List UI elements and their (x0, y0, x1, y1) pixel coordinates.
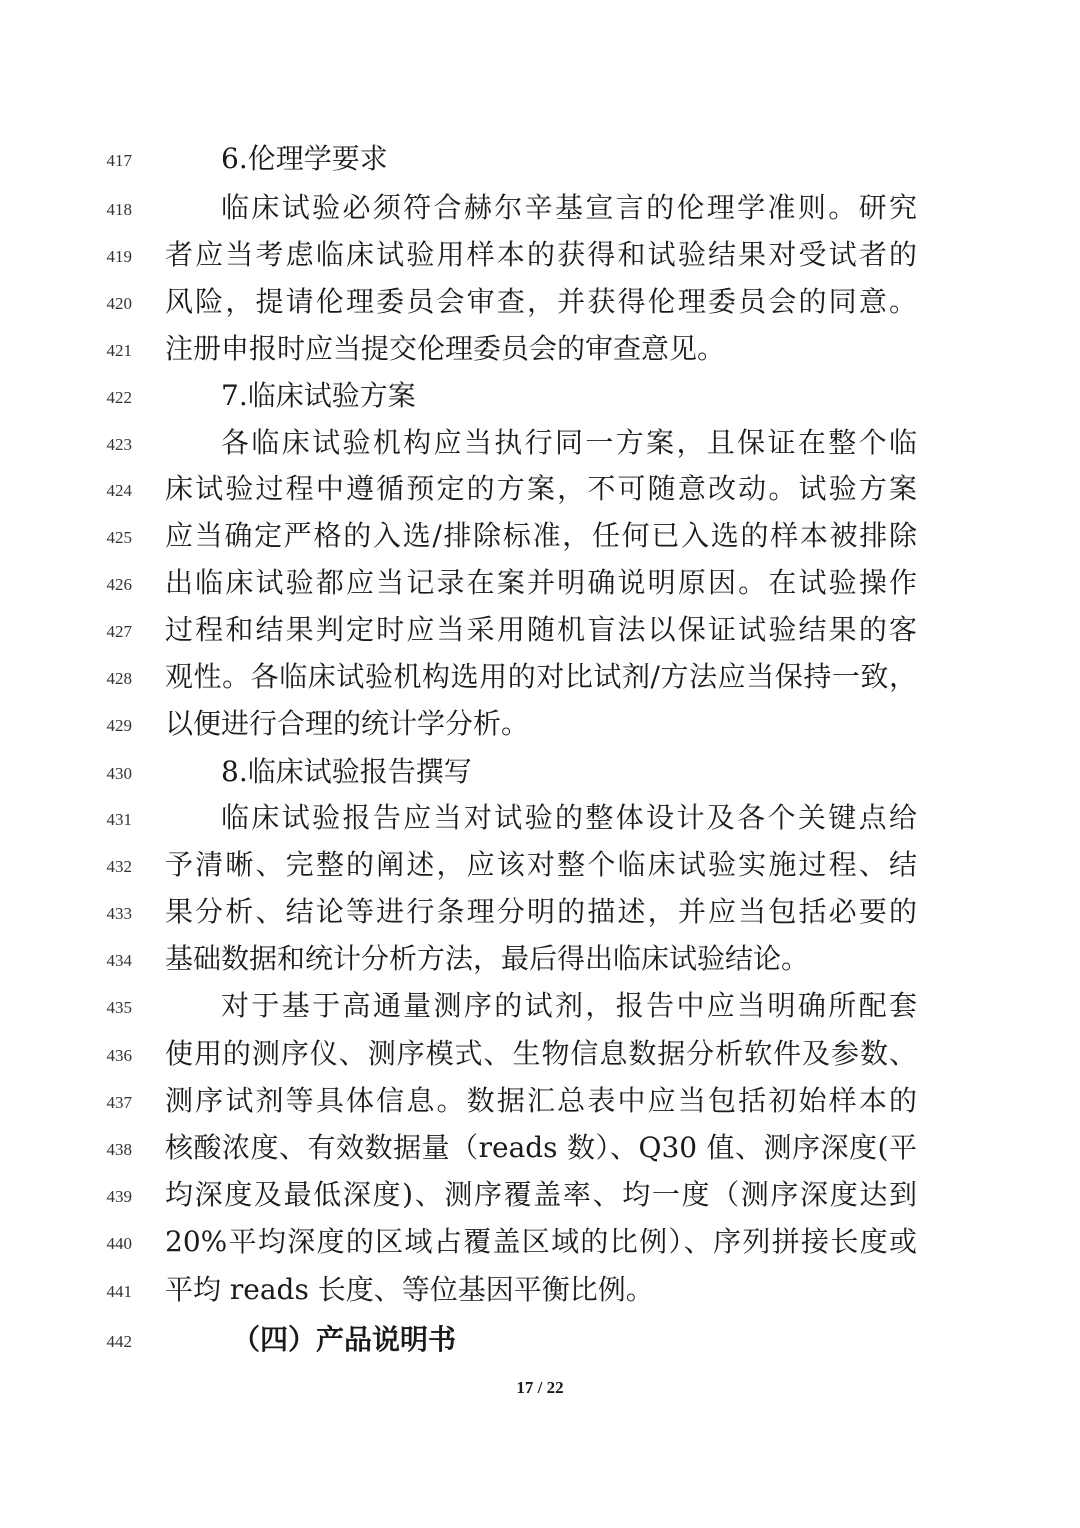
document-line (0, 1220, 1080, 1264)
document-line (0, 1318, 1080, 1362)
document-line (0, 186, 1080, 230)
line-number: 425 (106, 528, 132, 547)
section-heading: 8.临床试验报告撰写 (221, 755, 472, 788)
paragraph-line: 风险，提请伦理委员会审查，并获得伦理委员会的同意。 (165, 285, 917, 318)
document-line (0, 984, 1080, 1028)
line-number: 441 (106, 1282, 132, 1301)
document-line (0, 327, 1080, 371)
paragraph-line: 临床试验必须符合赫尔辛基宣言的伦理学准则。研究 (221, 191, 917, 224)
paragraph-line: 均深度及最低深度)、测序覆盖率、均一度（测序深度达到 (165, 1178, 917, 1211)
document-line (0, 750, 1080, 794)
document-line (0, 514, 1080, 558)
paragraph-line: 观性。各临床试验机构选用的对比试剂/方法应当保持一致， (165, 660, 917, 693)
line-number: 418 (106, 200, 132, 219)
section-heading: （四）产品说明书 (232, 1323, 457, 1356)
document-line (0, 1032, 1080, 1076)
line-number: 439 (106, 1187, 132, 1206)
document-line (0, 1126, 1080, 1170)
paragraph-line: 基础数据和统计分析方法，最后得出临床试验结论。 (165, 942, 810, 975)
document-line (0, 937, 1080, 981)
document-line (0, 137, 1080, 181)
page-number: 17 / 22 (516, 1378, 564, 1397)
paragraph-line: 测序试剂等具体信息。数据汇总表中应当包括初始样本的 (165, 1084, 917, 1117)
paragraph-line: 床试验过程中遵循预定的方案，不可随意改动。试验方案 (165, 472, 917, 505)
document-line (0, 796, 1080, 840)
line-number: 417 (106, 151, 132, 170)
paragraph-line: 出临床试验都应当记录在案并明确说明原因。在试验操作 (165, 566, 917, 599)
line-number: 430 (106, 764, 132, 783)
paragraph-line: 核酸浓度、有效数据量（reads 数）、Q30 值、测序深度(平 (165, 1131, 917, 1164)
paragraph-line: 果分析、结论等进行条理分明的描述，并应当包括必要的 (165, 895, 917, 928)
document-line (0, 561, 1080, 605)
document-line (0, 1173, 1080, 1217)
document-line (0, 280, 1080, 324)
line-number: 434 (106, 951, 132, 970)
line-number: 432 (106, 857, 132, 876)
paragraph-line: 20%平均深度的区域占覆盖区域的比例）、序列拼接长度或 (165, 1225, 917, 1258)
paragraph-line: 以便进行合理的统计学分析。 (165, 707, 530, 740)
line-number: 428 (106, 669, 132, 688)
line-number: 437 (106, 1093, 132, 1112)
document-line (0, 843, 1080, 887)
line-number: 424 (106, 481, 132, 500)
line-number: 435 (106, 998, 132, 1017)
document-line (0, 374, 1080, 418)
paragraph-line: 注册申报时应当提交伦理委员会的审查意见。 (165, 332, 726, 365)
line-number: 442 (106, 1332, 132, 1351)
line-number: 426 (106, 575, 132, 594)
line-number: 419 (106, 247, 132, 266)
line-number: 433 (106, 904, 132, 923)
document-line (0, 702, 1080, 746)
document-line (0, 421, 1080, 465)
document-line (0, 1268, 1080, 1312)
paragraph-line: 使用的测序仪、测序模式、生物信息数据分析软件及参数、 (165, 1037, 917, 1070)
document-line (0, 467, 1080, 511)
paragraph-line: 对于基于高通量测序的试剂，报告中应当明确所配套 (221, 989, 917, 1022)
paragraph-line: 过程和结果判定时应当采用随机盲法以保证试验结果的客 (165, 613, 917, 646)
document-line (0, 1079, 1080, 1123)
paragraph-line: 应当确定严格的入选/排除标准，任何已入选的样本被排除 (165, 519, 917, 552)
line-number: 436 (106, 1046, 132, 1065)
line-number: 431 (106, 810, 132, 829)
section-heading: 7.临床试验方案 (221, 379, 416, 412)
line-number: 429 (106, 716, 132, 735)
document-line (0, 890, 1080, 934)
line-number: 420 (106, 294, 132, 313)
line-number: 440 (106, 1234, 132, 1253)
line-number: 423 (106, 435, 132, 454)
section-heading: 6.伦理学要求 (221, 142, 388, 175)
paragraph-line: 临床试验报告应当对试验的整体设计及各个关键点给 (221, 801, 917, 834)
document-line (0, 655, 1080, 699)
paragraph-line: 予清晰、完整的阐述，应该对整个临床试验实施过程、结 (165, 848, 917, 881)
paragraph-line: 者应当考虑临床试验用样本的获得和试验结果对受试者的 (165, 238, 917, 271)
line-number: 421 (106, 341, 132, 360)
line-number: 438 (106, 1140, 132, 1159)
paragraph-line: 各临床试验机构应当执行同一方案，且保证在整个临 (221, 426, 917, 459)
paragraph-line: 平均 reads 长度、等位基因平衡比例。 (165, 1273, 654, 1306)
line-number: 427 (106, 622, 132, 641)
document-line (0, 608, 1080, 652)
line-number: 422 (106, 388, 132, 407)
document-line (0, 233, 1080, 277)
